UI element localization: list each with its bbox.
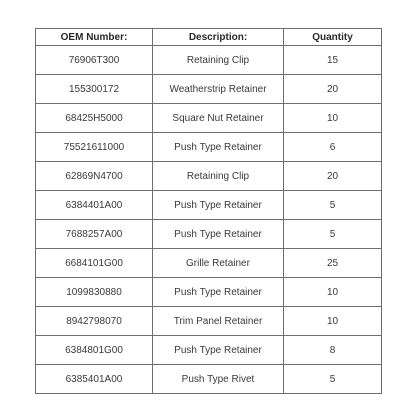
quantity-cell: 5 — [284, 365, 382, 394]
quantity-cell: 10 — [284, 104, 382, 133]
oem-number-cell: 75521611000 — [36, 133, 153, 162]
quantity-cell: 20 — [284, 162, 382, 191]
description-cell: Push Type Rivet — [153, 365, 284, 394]
description-cell: Retaining Clip — [153, 46, 284, 75]
quantity-cell: 25 — [284, 249, 382, 278]
oem-number-cell: 8942798070 — [36, 307, 153, 336]
quantity-cell: 15 — [284, 46, 382, 75]
quantity-cell: 10 — [284, 278, 382, 307]
table-row — [36, 365, 382, 394]
oem-number-cell: 76906T300 — [36, 46, 153, 75]
table-row — [36, 336, 382, 365]
table-row — [36, 75, 382, 104]
oem-number-cell: 6385401A00 — [36, 365, 153, 394]
description-cell: Push Type Retainer — [153, 133, 284, 162]
quantity-cell: 20 — [284, 75, 382, 104]
table-row — [36, 307, 382, 336]
description-cell: Trim Panel Retainer — [153, 307, 284, 336]
quantity-header: Quantity — [284, 29, 382, 46]
oem-number-header: OEM Number: — [36, 29, 153, 46]
table-header-row — [36, 29, 382, 46]
parts-table — [35, 28, 382, 394]
oem-number-cell: 7688257A00 — [36, 220, 153, 249]
description-cell: Push Type Retainer — [153, 336, 284, 365]
oem-number-cell: 6384801G00 — [36, 336, 153, 365]
oem-number-cell: 68425H5000 — [36, 104, 153, 133]
quantity-cell: 8 — [284, 336, 382, 365]
table-row — [36, 278, 382, 307]
quantity-cell: 6 — [284, 133, 382, 162]
quantity-cell: 5 — [284, 220, 382, 249]
description-cell: Weatherstrip Retainer — [153, 75, 284, 104]
quantity-cell: 10 — [284, 307, 382, 336]
table-row — [36, 46, 382, 75]
oem-number-cell: 6384401A00 — [36, 191, 153, 220]
table-row — [36, 249, 382, 278]
table-row — [36, 104, 382, 133]
description-cell: Retaining Clip — [153, 162, 284, 191]
table-row — [36, 133, 382, 162]
table-row — [36, 220, 382, 249]
description-header: Description: — [153, 29, 284, 46]
table-row — [36, 162, 382, 191]
oem-number-cell: 6684101G00 — [36, 249, 153, 278]
table-row — [36, 191, 382, 220]
oem-number-cell: 62869N4700 — [36, 162, 153, 191]
oem-number-cell: 155300172 — [36, 75, 153, 104]
description-cell: Grille Retainer — [153, 249, 284, 278]
description-cell: Push Type Retainer — [153, 278, 284, 307]
description-cell: Push Type Retainer — [153, 220, 284, 249]
quantity-cell: 5 — [284, 191, 382, 220]
description-cell: Push Type Retainer — [153, 191, 284, 220]
oem-number-cell: 1099830880 — [36, 278, 153, 307]
description-cell: Square Nut Retainer — [153, 104, 284, 133]
